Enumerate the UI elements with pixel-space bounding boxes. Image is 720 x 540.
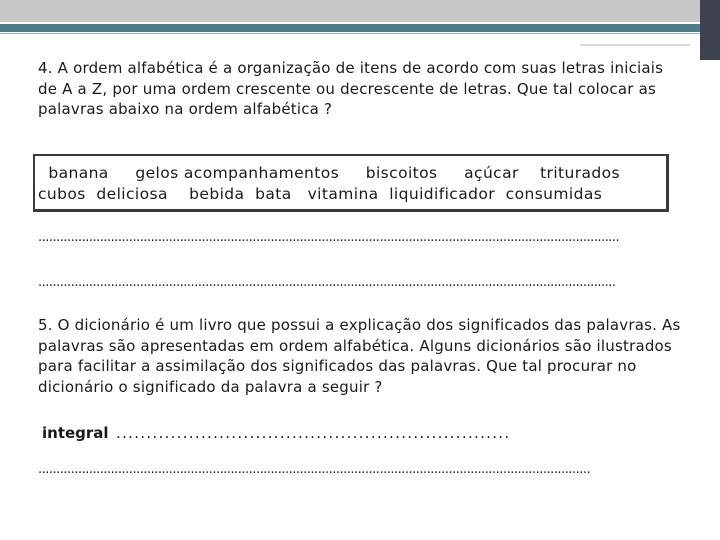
header-thin-line [0,33,700,34]
slide-header-bar [0,0,720,34]
answer-line-1: ................................................................................................................................................................ [38,230,620,245]
answer-line-2: ............................................................................................................................................................... [38,275,616,290]
dictionary-word: integral [42,424,109,442]
dictionary-answer-dots: ................................................................. [116,424,511,442]
word-list-line-1: banana gelos acompanhamentos biscoitos açúcar triturados [43,164,620,182]
dictionary-answer-line: ........................................................................................................................................................ [38,462,591,477]
question-4-text: 4. A ordem alfabética é a organização de itens de acordo com suas letras iniciais de A a Z, por uma ordem crescente ou decrescente de letras. Que tal colocar as palavras abaixo na ordem alfabética ? [38,59,664,118]
word-list-line-2: cubos deliciosa bebida bata vitamina liquidificador consumidas [38,185,603,203]
header-gray-band [0,0,700,22]
header-corner-block [700,0,720,60]
header-teal-band [0,24,700,32]
header-accent-line [580,44,690,46]
question-5-text: 5. O dicionário é um livro que possui a explicação dos significados das palavras. As palavras são apresentadas em ordem alfabética. Alguns dicionários são ilustrados para facilitar a assimilação dos significados das palavras. Que tal procurar no dicionário o significado da palavra a seguir ? [38,316,681,396]
word-list-box [33,154,669,212]
